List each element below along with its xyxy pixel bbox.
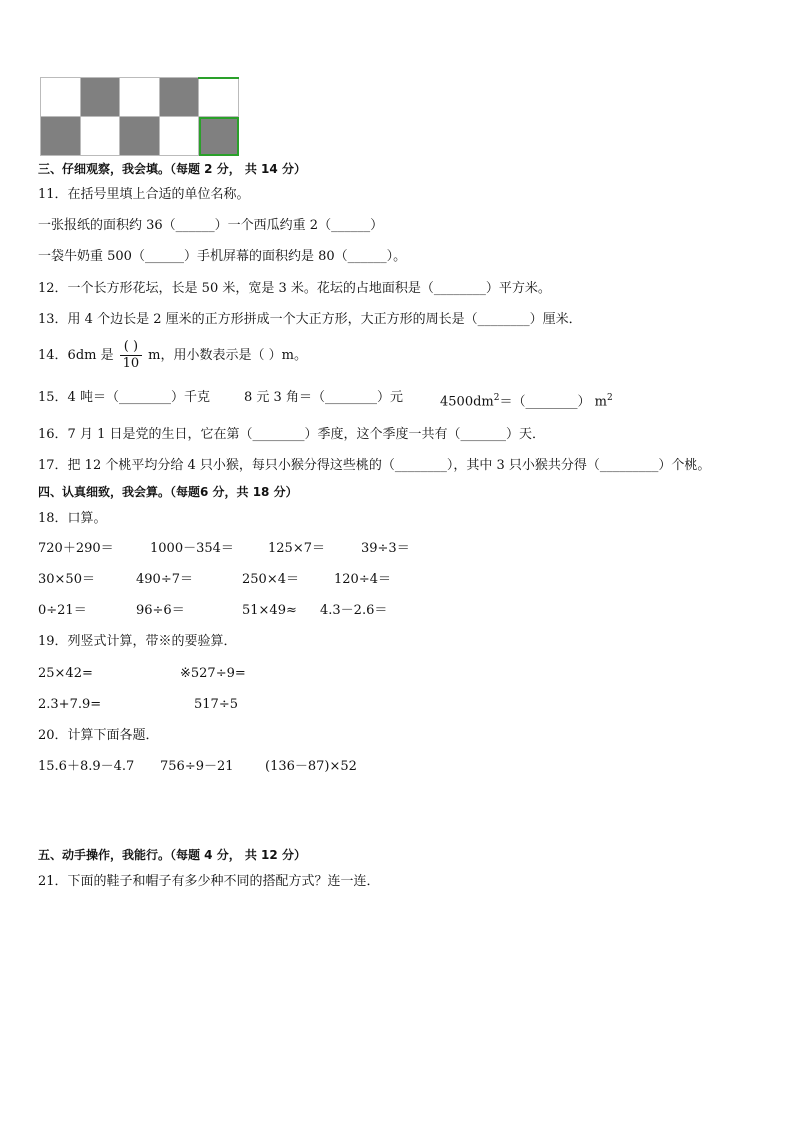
fraction (120, 339, 142, 372)
q15c-prefix: 4500dm (440, 394, 494, 410)
calc-item: 756÷9－21 (160, 759, 234, 774)
calc-item: 120÷4＝ (334, 572, 391, 587)
grid-cell (160, 117, 200, 156)
question-11b: 一袋牛奶重 500（______）手机屏幕的面积约是 80（______）。 (38, 249, 407, 264)
q15c-sup: 2 (493, 393, 500, 403)
question-11: 11．在括号里填上合适的单位名称。 (38, 187, 250, 202)
section4-heading: 四、认真细致，我会算。（每题6 分，共 18 分） (38, 485, 298, 499)
calc-item: 720＋290＝ (38, 541, 114, 556)
calc-item: 2.3+7.9= (38, 697, 102, 712)
question-21: 21．下面的鞋子和帽子有多少种不同的搭配方式？连一连． (38, 874, 380, 889)
calc-item: 39÷3＝ (361, 541, 410, 556)
checker-grid (40, 77, 239, 156)
grid-cell (81, 117, 121, 156)
grid-cell (199, 78, 239, 117)
calc-item: 250×4＝ (242, 572, 299, 587)
question-19: 19．列竖式计算，带※的要验算． (38, 634, 237, 649)
grid-cell (160, 78, 200, 117)
section3-heading: 三、仔细观察，我会填。（每题 2 分， 共 14 分） (38, 162, 306, 176)
section5-heading: 五、动手操作，我能行。（每题 4 分， 共 12 分） (38, 848, 306, 862)
grid-cell (41, 78, 81, 117)
question-16: 16．7 月 1 日是党的生日，它在第（________）季度，这个季度一共有（_______）天． (38, 427, 545, 442)
calc-item: 1000－354＝ (150, 541, 234, 556)
question-17: 17．把 12 个桃平均分给 4 只小猴，每只小猴分得这些桃的（________），其中 3 只小猴共分得（_________）个桃。 (38, 458, 711, 473)
calc-item: 96÷6＝ (136, 603, 185, 618)
calc-item: 30×50＝ (38, 572, 95, 587)
calc-item: ※527÷9= (180, 666, 246, 681)
calc-item: 4.3－2.6＝ (320, 603, 388, 618)
grid-cell (81, 78, 121, 117)
grid-cell-selected (199, 117, 239, 156)
fraction-numerator: ( ) (120, 339, 142, 356)
grid-cell (120, 78, 160, 117)
grid-cell (120, 117, 160, 156)
q14-prefix: 14．6dm 是 (38, 348, 114, 363)
q15c-mid: ＝（________） m (499, 394, 607, 410)
question-13: 13．用 4 个边长是 2 厘米的正方形拼成一个大正方形，大正方形的周长是（________）厘米． (38, 312, 582, 327)
question-15a: 15．4 吨＝（________）千克 (38, 390, 210, 405)
calc-item: 490÷7＝ (136, 572, 193, 587)
fraction-denominator: 10 (122, 356, 140, 371)
question-18: 18．口算。 (38, 511, 107, 526)
calc-item: 125×7＝ (268, 541, 325, 556)
calc-item: 0÷21＝ (38, 603, 87, 618)
q14-suffix: m，用小数表示是（ ）m。 (148, 348, 307, 363)
calc-item: 51×49≈ (242, 603, 297, 618)
calc-item: (136－87)×52 (265, 759, 357, 774)
question-15b: 8 元 3 角＝（________）元 (244, 390, 403, 405)
question-11a: 一张报纸的面积约 36（______）一个西瓜约重 2（______） (38, 218, 384, 233)
question-20: 20．计算下面各题． (38, 728, 159, 743)
calc-item: 25×42= (38, 666, 93, 681)
question-12: 12．一个长方形花坛，长是 50 米，宽是 3 米。花坛的占地面积是（________）平方米。 (38, 281, 551, 296)
q15c-sup2: 2 (606, 393, 613, 403)
grid-highlight-line (198, 77, 239, 79)
question-15c (440, 389, 613, 411)
question-14 (38, 339, 307, 372)
calc-item: 517÷5 (194, 697, 238, 712)
calc-item: 15.6＋8.9－4.7 (38, 759, 135, 774)
grid-cell (41, 117, 81, 156)
